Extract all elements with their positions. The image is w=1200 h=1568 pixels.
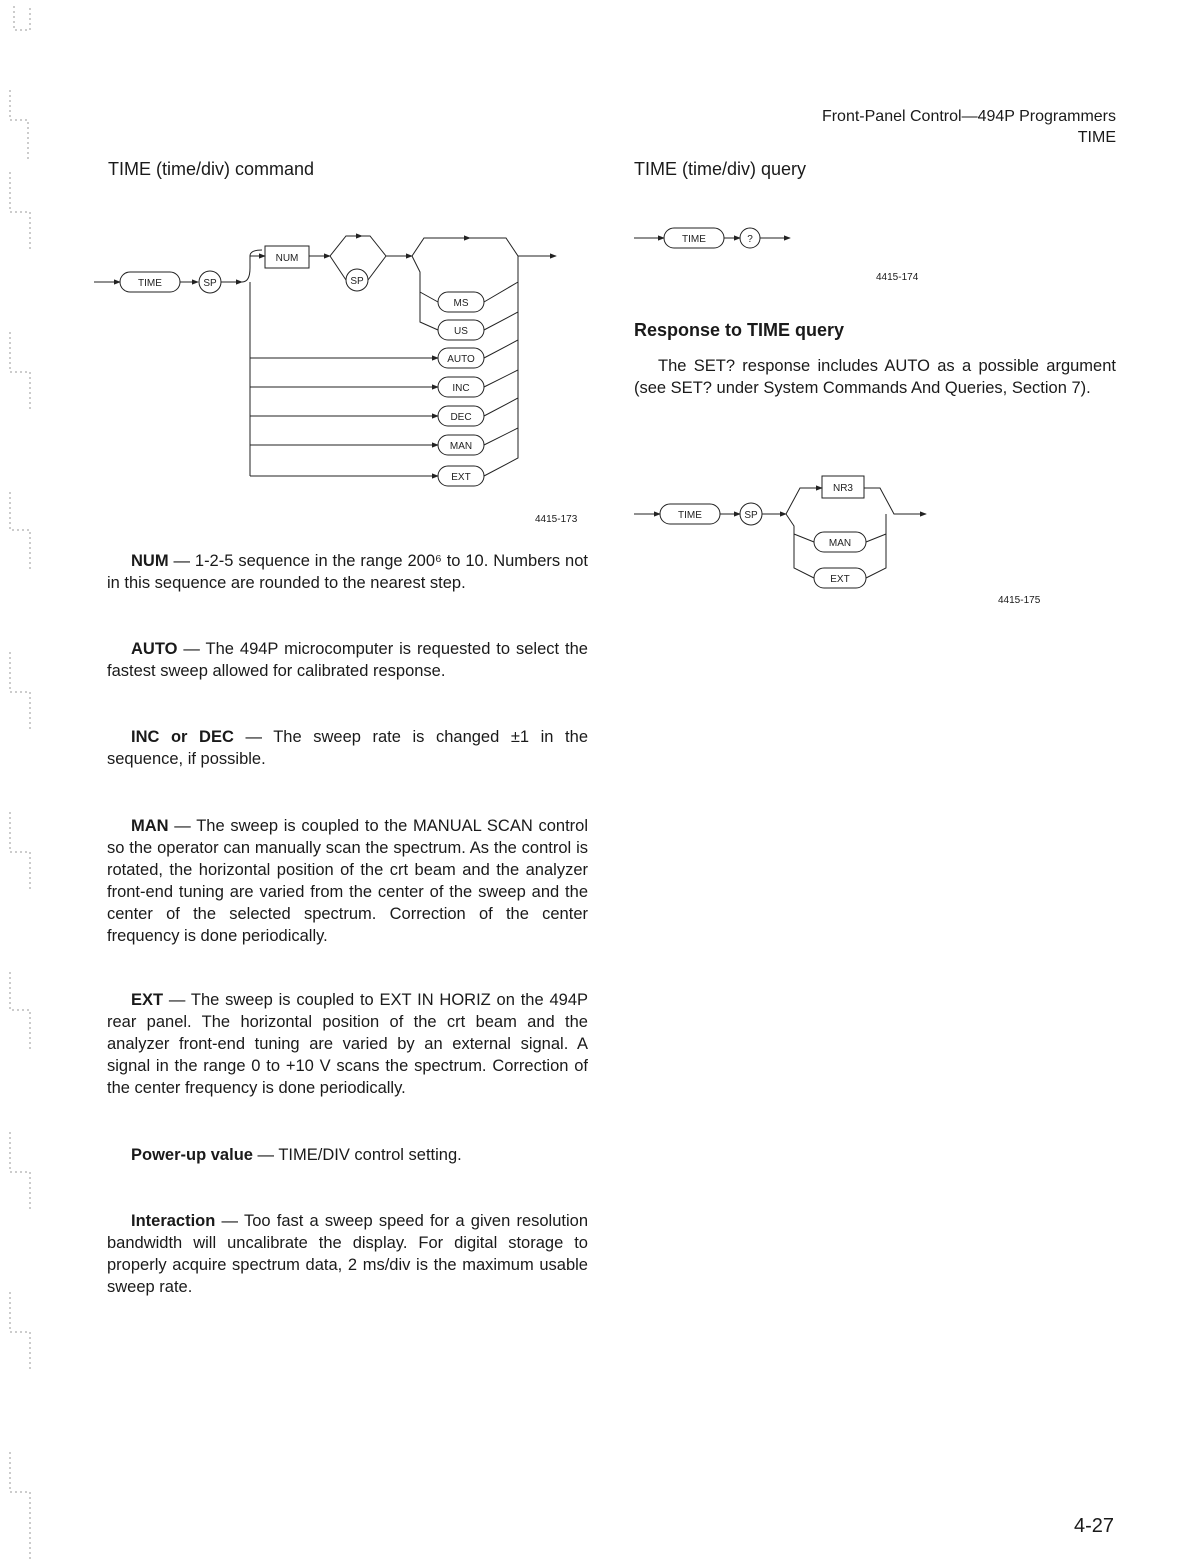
figure-number-173: 4415-173 <box>535 514 578 525</box>
auto-text: — The 494P microcomputer is requested to select the fastest sweep allowed for calibrated response. <box>107 640 588 680</box>
num-description <box>107 550 588 594</box>
auto-description <box>107 638 588 682</box>
man-term: MAN <box>131 817 169 835</box>
man-description <box>107 815 588 947</box>
auto-term: AUTO <box>131 640 178 658</box>
num-term: NUM <box>131 552 169 570</box>
response-ext-label: EXT <box>830 574 850 585</box>
inc-dec-description <box>107 726 588 770</box>
figure-number-175: 4415-175 <box>998 595 1041 606</box>
time-token-label: TIME <box>138 278 162 289</box>
response-man-label: MAN <box>828 538 852 549</box>
power-up-term: Power-up value <box>131 1146 253 1164</box>
ms-token-label: MS <box>453 298 469 309</box>
time-command-syntax-diagram <box>90 232 590 500</box>
man-text: — The sweep is coupled to the MANUAL SCAN control so the operator can manually scan the spectrum. As the control is rotated, the horizontal position of the crt beam and the analyzer front-end tuning are varied from the center of the sweep and the center of the selected spectrum. Correction of the center frequency is done periodically. <box>107 817 588 945</box>
dec-token-label: DEC <box>450 412 472 423</box>
ext-token-label: EXT <box>451 472 471 483</box>
us-token-label: US <box>454 326 468 337</box>
time-query-syntax-diagram <box>630 222 830 258</box>
ext-description <box>107 989 588 1099</box>
sp-token-2-label: SP <box>350 276 364 287</box>
man-token-label: MAN <box>449 441 473 452</box>
response-time-label: TIME <box>678 510 702 521</box>
running-header <box>822 106 1116 148</box>
response-sp-label: SP <box>744 510 758 521</box>
time-response-syntax-diagram <box>630 470 940 592</box>
auto-token-label: AUTO <box>447 354 475 365</box>
inc-dec-term: INC or DEC <box>131 728 234 746</box>
time-query-title: TIME (time/div) query <box>634 159 807 179</box>
num-text: — 1-2-5 sequence in the range 200⁶ to 10. Numbers not in this sequence are rounded to the nearest step. <box>107 552 588 592</box>
query-time-label: TIME <box>682 234 706 245</box>
ext-term: EXT <box>131 991 164 1009</box>
sp-token-label: SP <box>203 278 217 289</box>
power-up-text: — TIME/DIV control setting. <box>252 1146 462 1164</box>
num-token-label: NUM <box>275 253 299 264</box>
ext-text: — The sweep is coupled to EXT IN HORIZ on the 494P rear panel. The horizontal position of the crt beam and the analyzer front-end tuning are varied by an external signal. A signal in the range 0 to +10 V scans the spectrum. Correction of the center frequency is done periodically. <box>107 991 588 1097</box>
interaction-text: — Too fast a sweep speed for a given resolution bandwidth will uncalibrate the display. For digital storage to properly acquire spectrum data, 2 ms/div is the maximum usable sweep rate. <box>107 1212 588 1296</box>
nr3-label: NR3 <box>832 483 854 494</box>
response-title: Response to TIME query <box>634 320 845 340</box>
header-line-2: TIME <box>1077 129 1116 146</box>
query-mark-label: ? <box>747 234 753 245</box>
interaction-term: Interaction <box>131 1212 216 1230</box>
time-command-title: TIME (time/div) command <box>108 159 315 179</box>
interaction-description <box>107 1210 588 1298</box>
page-number: 4-27 <box>1074 1515 1115 1537</box>
inc-dec-text: — The sweep rate is changed ±1 in the sequence, if possible. <box>107 728 588 768</box>
response-description: The SET? response includes AUTO as a possible argument (see SET? under System Commands And Queries, Section 7). <box>634 357 1116 397</box>
inc-token-label: INC <box>452 383 470 394</box>
power-up-description <box>107 1144 588 1166</box>
header-line-1: Front-Panel Control—494P Programmers <box>821 108 1116 125</box>
binding-edge-marks <box>0 0 44 1568</box>
figure-number-174: 4415-174 <box>876 272 919 283</box>
